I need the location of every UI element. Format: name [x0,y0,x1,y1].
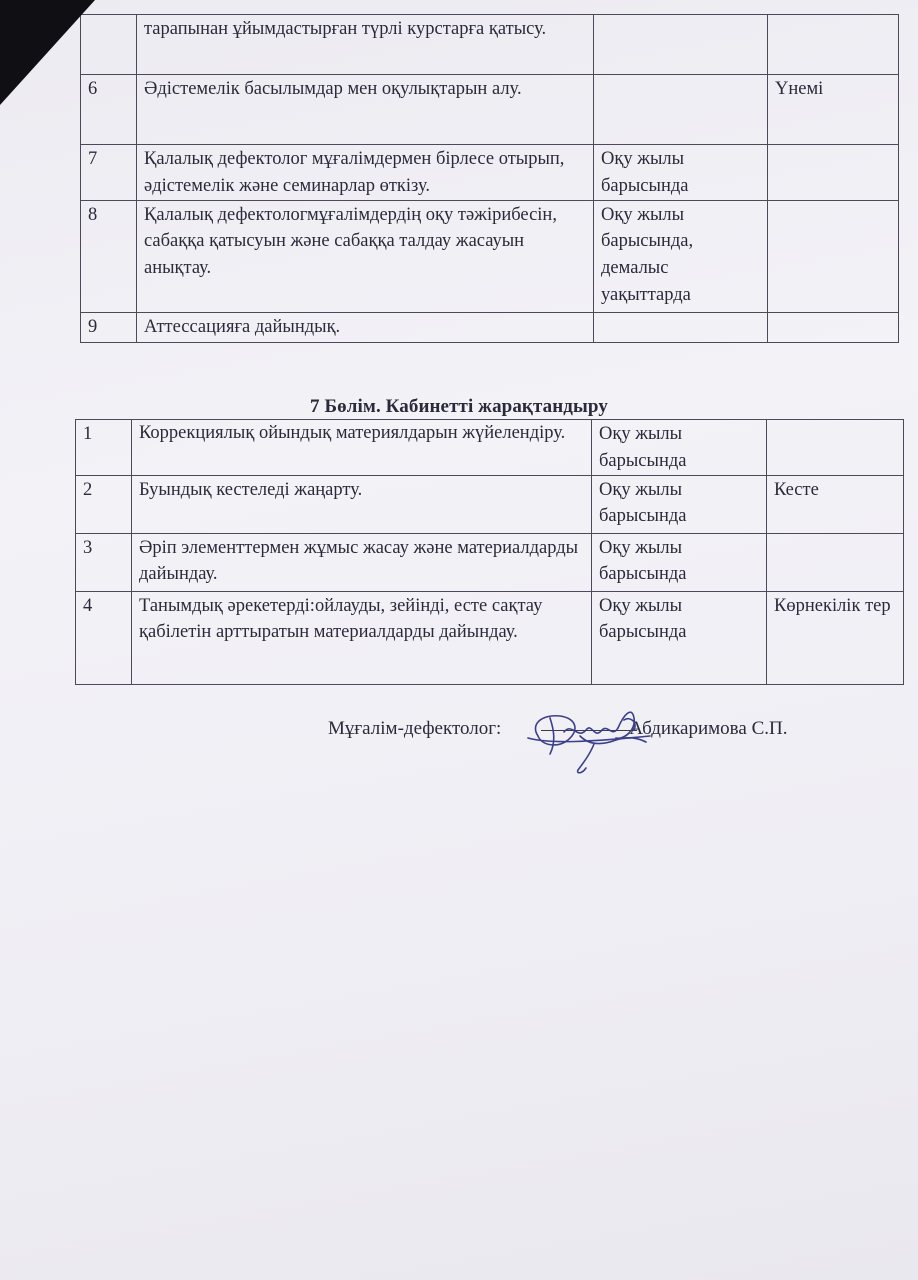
page-corner-shadow [0,0,95,105]
period-cell: Оқу жылы барысында [592,475,767,533]
note-cell [767,420,904,476]
table-row [76,420,904,476]
row-number-cell: 3 [76,533,132,591]
period-cell [594,15,768,75]
signer-name: Абдикаримова С.П. [629,718,788,739]
row-number-cell: 4 [76,591,132,684]
signer-role: Мұғалім-дефектолог: [328,718,502,739]
note-cell [768,15,899,75]
row-number-cell: 9 [81,312,137,342]
period-cell: Оқу жылы барысында [594,145,768,201]
period-cell: Оқу жылы барысында [592,591,767,684]
activity-cell: Әдістемелік басылымдар мен оқулықтарын алу. [137,75,594,145]
period-cell: Оқу жылы барысында, демалыс уақыттарда [594,200,768,312]
activity-cell: Әріп элементтермен жұмыс жасау және материалдарды дайындау. [132,533,592,591]
period-cell: Оқу жылы барысында [592,420,767,476]
table-row [76,591,904,684]
period-cell: Оқу жылы барысында [592,533,767,591]
note-cell: Көрнекілік тер [767,591,904,684]
equipment-table [75,419,904,685]
table-row [81,312,899,342]
activity-cell: Қалалық дефектолог мұғалімдермен бірлесе отырып, әдістемелік және семинарлар өткізу. [137,145,594,201]
row-number-cell: 2 [76,475,132,533]
table-row [76,475,904,533]
note-cell [768,312,899,342]
note-cell: Кесте [767,475,904,533]
note-cell [768,200,899,312]
note-cell [768,145,899,201]
activity-cell: Аттессацияға дайындық. [137,312,594,342]
activity-cell: Буындық кестеледі жаңарту. [132,475,592,533]
table-row [81,75,899,145]
table-row [76,533,904,591]
row-number-cell: 6 [81,75,137,145]
handwritten-signature [520,696,670,776]
table-row [81,15,899,75]
period-cell [594,75,768,145]
table-row [81,200,899,312]
note-cell: Үнемі [768,75,899,145]
activity-cell: Коррекциялық ойындық материялдарын жүйелендіру. [132,420,592,476]
activity-table-continued [80,14,899,343]
period-cell [594,312,768,342]
table-row [81,145,899,201]
row-number-cell: 1 [76,420,132,476]
activity-cell: тарапынан ұйымдастырған түрлі курстарға қатысу. [137,15,594,75]
activity-cell: Танымдық әрекетерді:ойлауды, зейінді, есте сақтау қабілетін арттыратын материалдарды дайындау. [132,591,592,684]
row-number-cell: 8 [81,200,137,312]
section-heading: 7 Бөлім. Кабинетті жарақтандыру [310,396,608,417]
row-number-cell: 7 [81,145,137,201]
activity-cell: Қалалық дефектологмұғалімдердің оқу тәжірибесін, сабаққа қатысуын және сабаққа талдау жасауын анықтау. [137,200,594,312]
note-cell [767,533,904,591]
